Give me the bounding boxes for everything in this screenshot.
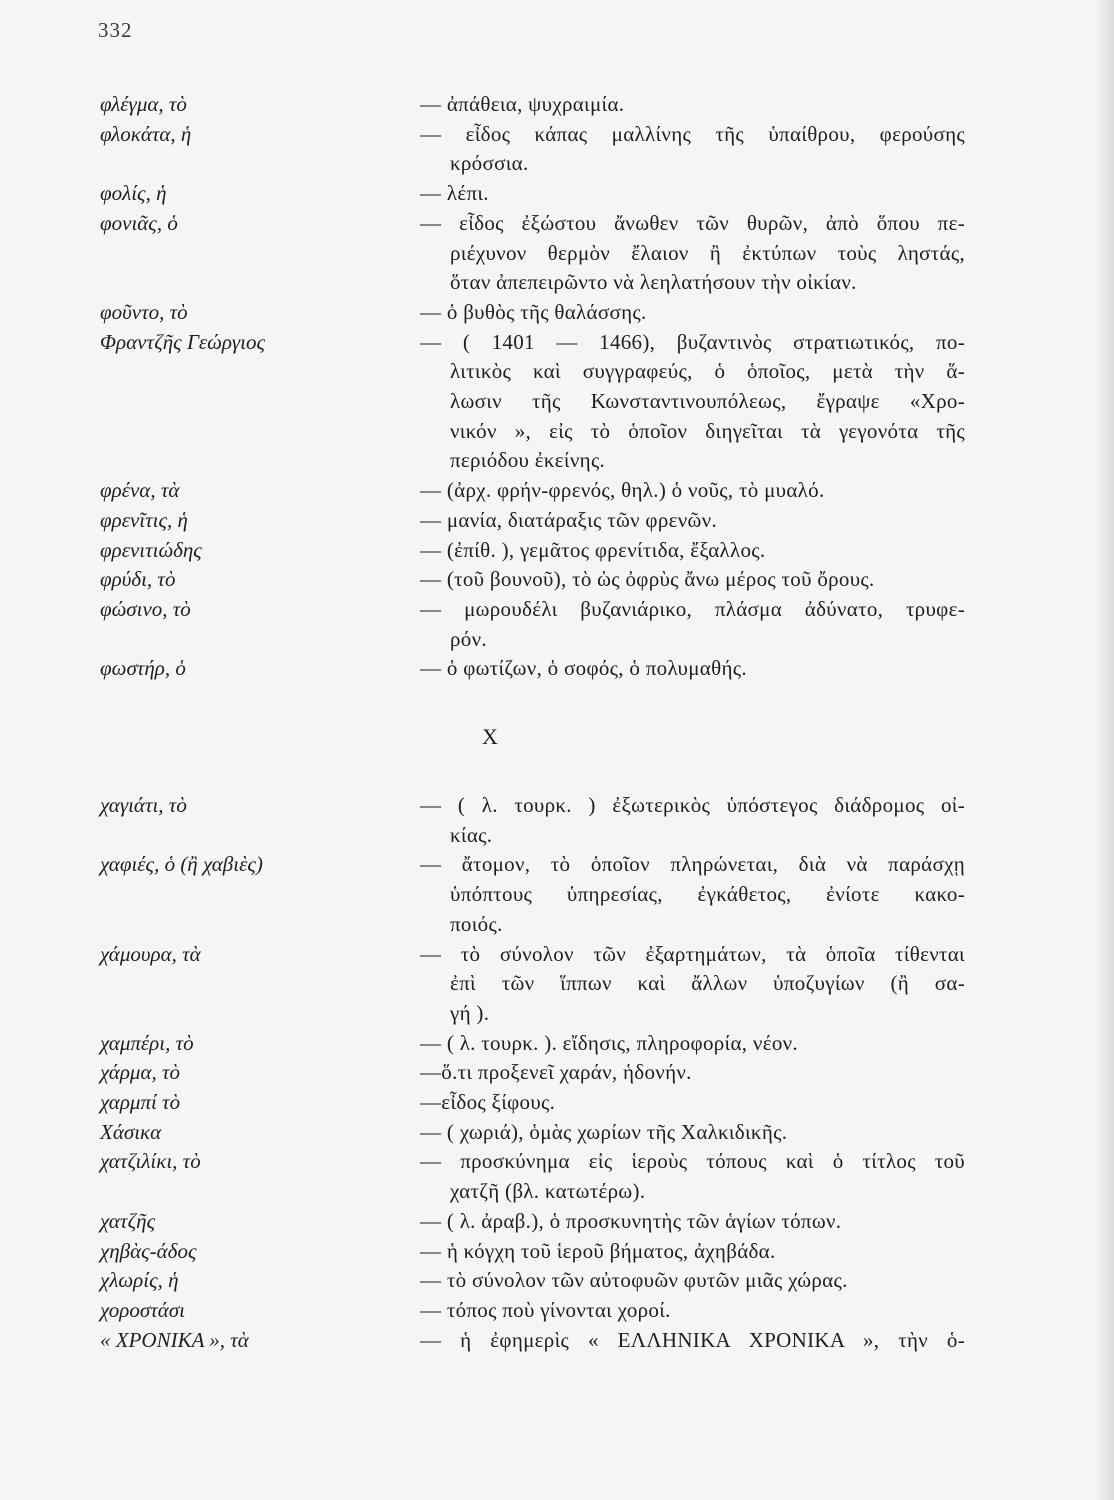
entry-definition	[420, 298, 965, 328]
glossary-entry	[100, 298, 980, 328]
entry-definition	[420, 1088, 965, 1118]
definition-line: ὑπόπτους ὑπηρεσίας, ἐγκάθετος, ἐνίοτε κακο-	[450, 882, 965, 907]
glossary-entry	[100, 90, 980, 120]
entry-term: χαμπέρι, τὸ	[100, 1030, 194, 1055]
glossary-entry	[100, 1237, 980, 1267]
entry-definition	[420, 1266, 965, 1296]
entry-term: φοῦντο, τὸ	[100, 299, 188, 324]
entry-definition	[420, 850, 965, 939]
definition-line: — μανία, διατάραξις τῶν φρενῶν.	[420, 507, 717, 532]
entry-definition	[420, 1237, 965, 1267]
definition-line: ὅταν ἀπεπειρῶντο νὰ λεηλατήσουν τὴν οἰκίαν.	[450, 270, 857, 295]
entry-term: φολίς, ἡ	[100, 181, 167, 206]
entry-term: φονιᾶς, ὁ	[100, 210, 178, 235]
definition-line: κίας.	[450, 822, 493, 847]
glossary-entry	[100, 565, 980, 595]
entry-term: φωστήρ, ὁ	[100, 656, 186, 681]
definition-line: — ( 1401 — 1466), βυζαντινὸς στρατιωτικός, πο-	[420, 329, 965, 354]
entry-definition	[420, 1326, 965, 1356]
page-edge-shadow	[1098, 0, 1114, 1500]
entry-definition	[420, 565, 965, 595]
entry-definition	[420, 120, 965, 179]
entry-definition	[420, 940, 965, 1029]
glossary-entry	[100, 506, 980, 536]
glossary-entry	[100, 1326, 980, 1356]
entry-term: χαρμπί τὸ	[100, 1090, 181, 1115]
entry-definition	[420, 791, 965, 850]
glossary-entry	[100, 791, 980, 850]
definition-line: — ἡ ἐφημερὶς « ΕΛΛΗΝΙΚΑ ΧΡΟΝΙΚΑ », τὴν ὁ-	[420, 1327, 965, 1352]
definition-line: — ( λ. τουρκ. ). εἴδησις, πληροφορία, νέον.	[420, 1030, 798, 1055]
glossary-entry	[100, 1029, 980, 1059]
definition-line: — ὁ φωτίζων, ὁ σοφός, ὁ πολυμαθής.	[420, 656, 747, 681]
entry-term: χάμουρα, τὰ	[100, 941, 201, 966]
entry-term: χαφιές, ὁ (ἢ χαβιὲς)	[100, 852, 263, 877]
entry-definition	[420, 1029, 965, 1059]
definition-line: — τὸ σύνολον τῶν αὐτοφυῶν φυτῶν μιᾶς χώρας.	[420, 1268, 848, 1293]
entry-term: Χάσικα	[100, 1119, 162, 1144]
section-heading: Χ	[482, 724, 498, 749]
definition-line: — τόπος ποὺ γίνονται χοροί.	[420, 1297, 671, 1322]
entry-definition	[420, 536, 965, 566]
definition-line: — εἶδος κάπας μαλλίνης τῆς ὑπαίθρου, φερούσης	[420, 121, 965, 146]
definition-line: — ἡ κόγχη τοῦ ἱεροῦ βήματος, ἀχηβάδα.	[420, 1238, 776, 1263]
definition-line: — προσκύνημα εἰς ἱεροὺς τόπους καὶ ὁ τίτλος τοῦ	[420, 1149, 965, 1174]
page-number: 332	[98, 18, 133, 42]
definition-line: — ( λ. τουρκ. ) ἐξωτερικὸς ὑπόστεγος διάδρομος οἰ-	[420, 793, 965, 817]
entry-definition	[420, 209, 965, 298]
definition-line: — λέπι.	[420, 181, 489, 206]
glossary-entry	[100, 654, 980, 684]
glossary-entry	[100, 209, 980, 298]
definition-line: — ( λ. ἀραβ.), ὁ προσκυνητὴς τῶν ἁγίων τόπων.	[420, 1208, 842, 1233]
glossary-entry	[100, 328, 980, 477]
definition-line: ρόν.	[450, 626, 487, 651]
glossary-entry	[100, 476, 980, 506]
glossary-entry	[100, 940, 980, 1029]
entry-term: φλέγμα, τὸ	[100, 92, 187, 116]
definition-line: λωσιν τῆς Κωνσταντινουπόλεως, ἔγραψε «Χρο-	[450, 389, 965, 414]
definition-line: — ὁ βυθὸς τῆς θαλάσσης.	[420, 299, 647, 324]
definition-line: περιόδου ἐκείνης.	[450, 448, 606, 473]
definition-line: — (ἐπίθ. ), γεμᾶτος φρενίτιδα, ἔξαλλος.	[420, 537, 766, 562]
definition-line: χατζῆ (βλ. κατωτέρω).	[450, 1179, 646, 1204]
entry-definition	[420, 1296, 965, 1326]
entry-definition	[420, 328, 965, 477]
entry-term: χατζιλίκι, τὸ	[100, 1149, 201, 1174]
glossary-entry	[100, 1088, 980, 1118]
definition-line: —ὅ.τι προξενεῖ χαράν, ἡδονήν.	[420, 1060, 692, 1085]
definition-line: — ἄτομον, τὸ ὁποῖον πληρώνεται, διὰ νὰ παράσχῃ	[420, 852, 965, 877]
entry-term: φρένα, τὰ	[100, 478, 180, 503]
definition-line: ἐπὶ τῶν ἵππων καὶ ἄλλων ὑποζυγίων (ἢ σα-	[450, 971, 965, 996]
entry-term: χηβὰς-άδος	[100, 1238, 197, 1263]
entry-term: φρενιτιώδης	[100, 537, 202, 562]
entry-definition	[420, 1058, 965, 1088]
entry-definition	[420, 90, 965, 120]
definition-line: — τὸ σύνολον τῶν ἐξαρτημάτων, τὰ ὁποῖα τίθενται	[420, 941, 965, 966]
definition-line: — εἶδος ἐξώστου ἄνωθεν τῶν θυρῶν, ἀπὸ ὅπου πε-	[420, 210, 965, 235]
definition-line: — μωρουδέλι βυζανιάρικο, πλάσμα ἀδύνατο, τρυφε-	[420, 596, 965, 621]
definition-line: ποιός.	[450, 911, 503, 936]
entry-term: φρύδι, τὸ	[100, 567, 176, 592]
entry-definition	[420, 595, 965, 654]
entry-term: χατζῆς	[100, 1208, 156, 1233]
definition-line: ριέχυνον θερμὸν ἔλαιον ἢ ἐκτύπων τοὺς ληστάς,	[450, 240, 965, 265]
entry-term: Φραντζῆς Γεώργιος	[100, 329, 266, 354]
glossary-entry	[100, 1266, 980, 1296]
glossary-entry	[100, 1296, 980, 1326]
glossary-section-phi	[100, 90, 980, 684]
glossary-entry	[100, 179, 980, 209]
entry-definition	[420, 654, 965, 684]
glossary-entry	[100, 595, 980, 654]
entry-term: χάρμα, τὸ	[100, 1060, 180, 1085]
entry-term: φρενῖτις, ἡ	[100, 507, 188, 532]
entry-definition	[420, 1147, 965, 1206]
definition-line: νικόν », εἰς τὸ ὁποῖον διηγεῖται τὰ γεγονότα τῆς	[450, 418, 965, 443]
definition-line: γή ).	[450, 1000, 490, 1025]
entry-definition	[420, 476, 965, 506]
glossary-entry	[100, 1207, 980, 1237]
definition-line: κρόσσια.	[450, 151, 529, 176]
glossary-entry	[100, 1058, 980, 1088]
definition-line: —εἶδος ξίφους.	[420, 1090, 556, 1115]
entry-definition	[420, 1207, 965, 1237]
glossary-entry	[100, 1118, 980, 1148]
entry-definition	[420, 1118, 965, 1148]
definition-line: λιτικὸς καὶ συγγραφεύς, ὁ ὁποῖος, μετὰ τὴν ἅ-	[450, 359, 965, 384]
definition-line: — ἀπάθεια, ψυχραιμία.	[420, 92, 625, 116]
entry-term: φλοκάτα, ἡ	[100, 121, 192, 146]
glossary-entry	[100, 120, 980, 179]
definition-line: — ( χωριά), ὁμὰς χωρίων τῆς Χαλκιδικῆς.	[420, 1119, 788, 1144]
definition-line: — (τοῦ βουνοῦ), τὸ ὡς ὀφρὺς ἄνω μέρος τοῦ ὄρους.	[420, 567, 875, 592]
entry-term: φώσινο, τὸ	[100, 596, 191, 621]
glossary-entry	[100, 850, 980, 939]
entry-term: χλωρίς, ἡ	[100, 1268, 179, 1293]
entry-term: « ΧΡΟΝΙΚΑ », τὰ	[100, 1327, 249, 1352]
glossary-section-chi	[100, 791, 980, 1355]
entry-definition	[420, 506, 965, 536]
definition-line: — (ἀρχ. φρήν-φρενός, θηλ.) ὁ νοῦς, τὸ μυαλό.	[420, 478, 825, 503]
entry-term: χοροστάσι	[100, 1297, 185, 1322]
glossary-entry	[100, 536, 980, 566]
entry-term: χαγιάτι, τὸ	[100, 793, 187, 817]
entry-definition	[420, 179, 965, 209]
glossary-entry	[100, 1147, 980, 1206]
